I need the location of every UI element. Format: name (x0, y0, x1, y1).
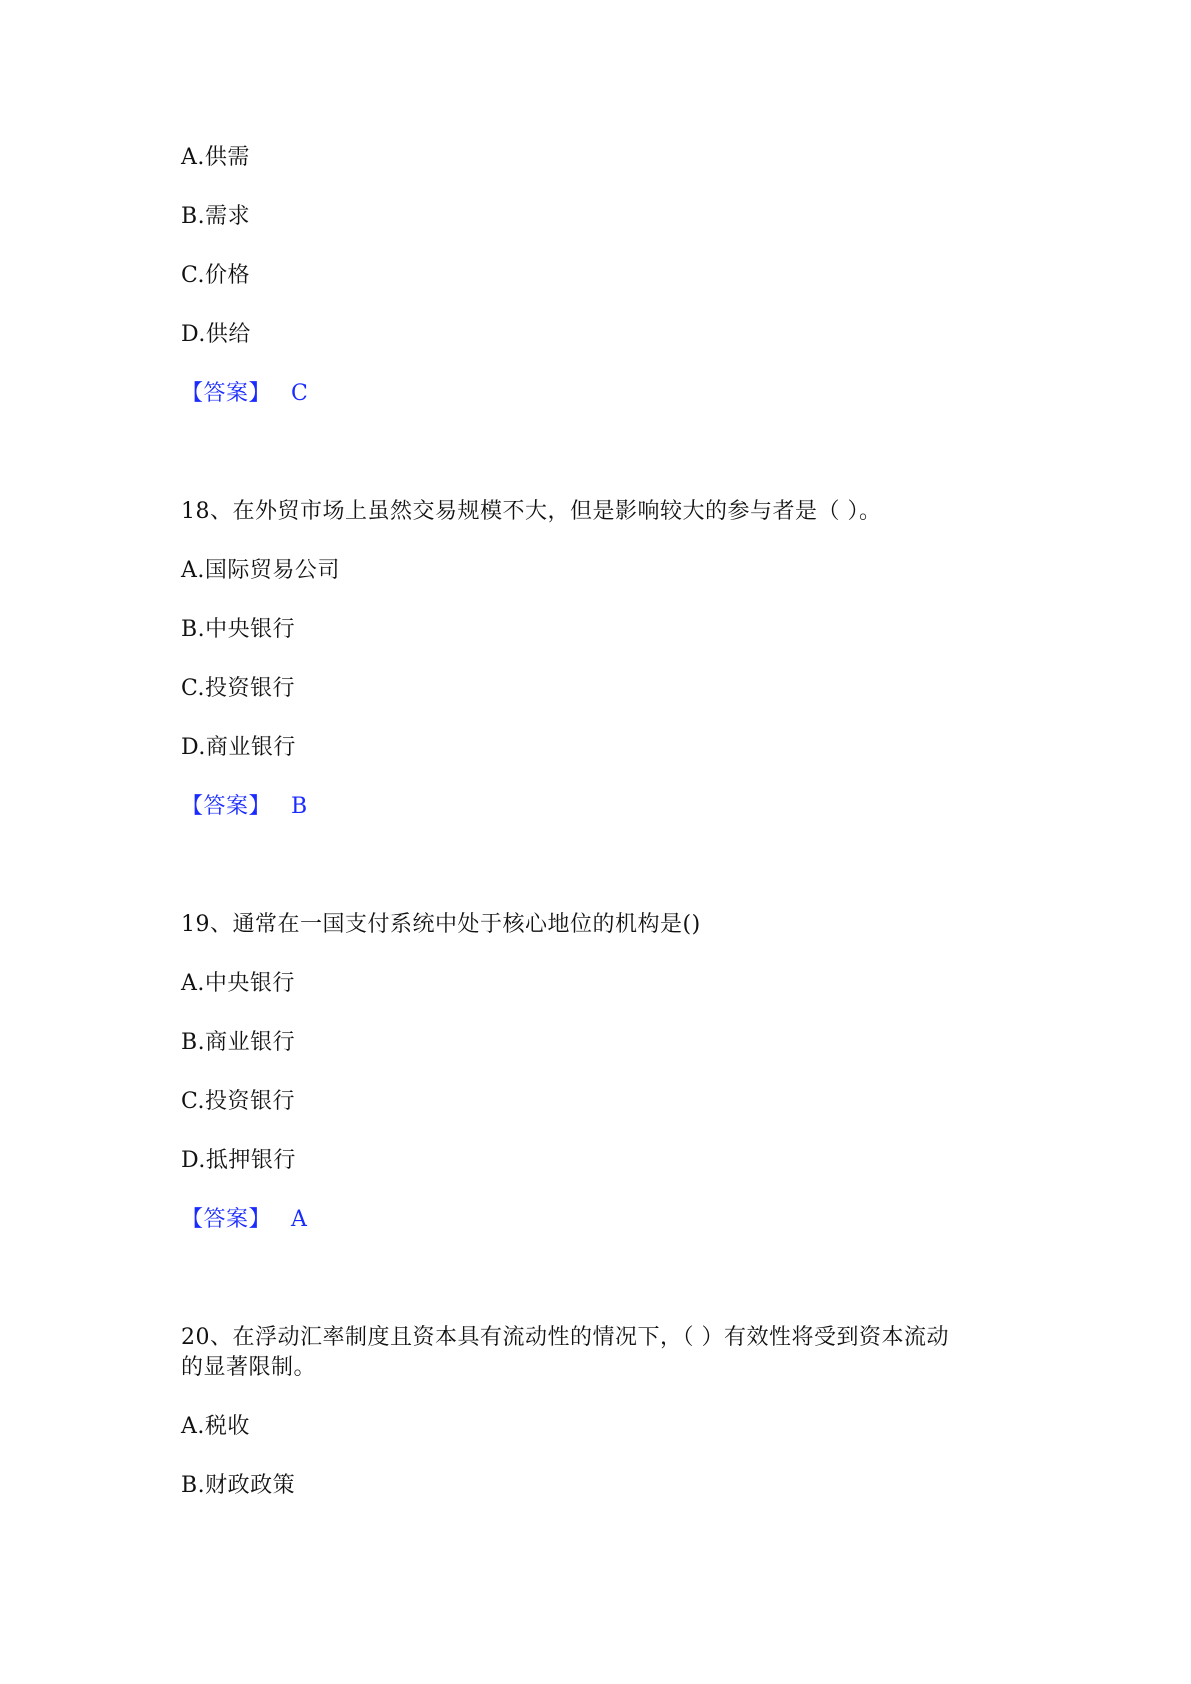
answer-line (181, 792, 308, 822)
question-text: 18、在外贸市场上虽然交易规模不大，但是影响较大的参与者是（ ）。 (181, 499, 882, 524)
option-b: B.财政政策 (181, 1473, 296, 1498)
option-a: A.供需 (181, 145, 250, 170)
answer-label: 【答案】 (181, 381, 272, 406)
answer-label: 【答案】 (181, 794, 272, 819)
option-a: A.中央银行 (181, 971, 295, 996)
option-a: A.税收 (181, 1414, 250, 1439)
option-b: B.需求 (181, 204, 251, 229)
answer-label: 【答案】 (181, 1207, 272, 1232)
answer-line (181, 379, 308, 409)
question-text-line-2: 的显著限制。 (181, 1355, 317, 1380)
option-c: C.投资银行 (181, 1089, 296, 1114)
option-d: D.供给 (181, 322, 251, 347)
option-b: B.商业银行 (181, 1030, 296, 1055)
answer-value: A (291, 1207, 308, 1232)
answer-value: C (291, 381, 309, 406)
answer-value: B (291, 794, 308, 819)
option-d: D.商业银行 (181, 735, 296, 760)
answer-line (181, 1205, 307, 1235)
question-text-line-1: 20、在浮动汇率制度且资本具有流动性的情况下，（ ）有效性将受到资本流动 (181, 1325, 949, 1350)
option-b: B.中央银行 (181, 617, 296, 642)
option-c: C.价格 (181, 263, 251, 288)
question-text: 19、通常在一国支付系统中处于核心地位的机构是() (181, 912, 701, 937)
option-a: A.国际贸易公司 (181, 558, 340, 583)
option-c: C.投资银行 (181, 676, 296, 701)
option-d: D.抵押银行 (181, 1148, 296, 1173)
